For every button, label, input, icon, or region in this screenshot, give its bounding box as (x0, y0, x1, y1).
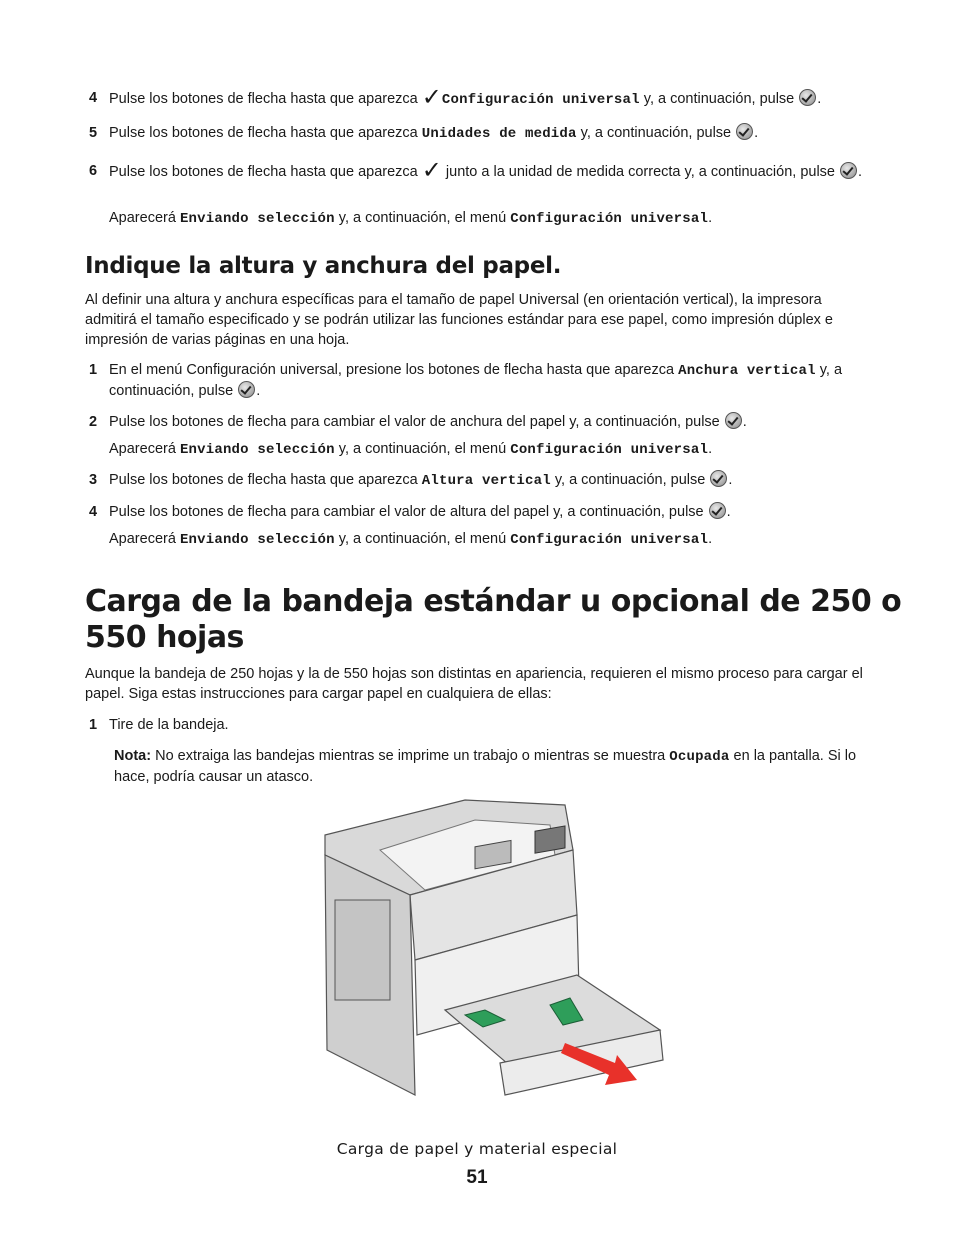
step-number: 2 (89, 414, 98, 430)
menu-code: Ocupada (669, 749, 730, 765)
footer-title: Carga de papel y material especial (336, 1140, 618, 1158)
step-text: Pulse los botones de flecha hasta que aparezca (109, 91, 418, 107)
menu-code: Altura vertical (421, 473, 551, 489)
step-text: Pulse los botones de flecha hasta que aparezca (109, 164, 418, 180)
menu-code: Configuración universal (510, 442, 709, 458)
section-heading: Indique la altura y anchura del papel. (85, 253, 562, 279)
page-number: 51 (466, 1167, 488, 1188)
select-button-icon (710, 470, 727, 487)
step-text: En el menú Configuración universal, presione los botones de flecha hasta que aparezca (109, 362, 675, 378)
menu-code: Configuración universal (510, 532, 709, 548)
result-text: y, a continuación, el menú (338, 210, 507, 226)
step-number: 4 (89, 504, 98, 520)
checkmark-icon: ✓ (421, 156, 442, 184)
printer-tray-illustration (315, 795, 665, 1100)
step-number: 1 (89, 717, 98, 733)
step-text: y, a continuación, pulse (580, 125, 732, 141)
menu-code: Enviando selección (179, 532, 335, 548)
menu-code: Enviando selección (179, 211, 335, 227)
step-number: 3 (89, 472, 98, 488)
menu-code: Enviando selección (179, 442, 335, 458)
section-intro: Aunque la bandeja de 250 hojas y la de 550 hojas son distintas en apariencia, requieren el mismo proceso para cargar el papel. Siga estas instrucciones para cargar papel en cualquiera de ellas: (85, 666, 863, 702)
select-button-icon (238, 381, 255, 398)
result-text: Aparecerá (109, 531, 176, 547)
result-text: y, a continuación, el menú (338, 441, 507, 457)
step-number: 6 (89, 163, 98, 179)
result-text: y, a continuación, el menú (338, 531, 507, 547)
select-button-icon (725, 412, 742, 429)
note-text: No extraiga las bandejas mientras se imprime un trabajo o mientras se muestra (155, 748, 666, 764)
menu-code: Configuración universal (510, 211, 709, 227)
menu-code: Anchura vertical (678, 363, 816, 379)
step-text: Pulse los botones de flecha para cambiar el valor de altura del papel y, a continuación, pulse (109, 504, 704, 520)
chapter-heading: Carga de la bandeja estándar u opcional de 250 o 550 hojas (85, 584, 902, 655)
note-label: Nota: (114, 748, 152, 764)
step-text: Pulse los botones de flecha hasta que aparezca (109, 472, 418, 488)
step-text: y, a continuación, pulse (109, 362, 843, 399)
note-text: en la pantalla. Si lo hace, podría causar un atasco. (114, 748, 857, 785)
menu-code: Unidades de medida (421, 126, 577, 142)
section-intro: Al definir una altura y anchura específicas para el tamaño de papel Universal (en orientación vertical), la impresora admitirá el tamaño especificado y se podrán utilizar las funciones estándar para ese papel, como impresión dúplex e impresión de varias páginas en una hoja. (85, 292, 833, 348)
step-text: y, a continuación, pulse (643, 91, 795, 107)
step-text: y, a continuación, pulse (554, 472, 706, 488)
select-button-icon (709, 502, 726, 519)
select-button-icon (736, 123, 753, 140)
menu-code: Configuración universal (441, 92, 640, 108)
step-text: junto a la unidad de medida correcta y, a continuación, pulse (445, 164, 835, 180)
step-number: 1 (89, 362, 98, 378)
note (114, 746, 884, 787)
select-button-icon (840, 162, 857, 179)
result-text: Aparecerá (109, 441, 176, 457)
step-number: 5 (89, 125, 98, 141)
result-text: Aparecerá (109, 210, 176, 226)
select-button-icon (799, 89, 816, 106)
step-number: 4 (89, 90, 98, 106)
step-text: Tire de la bandeja. (109, 717, 229, 733)
step-text: Pulse los botones de flecha hasta que aparezca (109, 125, 418, 141)
step-text: Pulse los botones de flecha para cambiar el valor de anchura del papel y, a continuación, pulse (109, 414, 720, 430)
checkmark-icon: ✓ (421, 83, 442, 111)
